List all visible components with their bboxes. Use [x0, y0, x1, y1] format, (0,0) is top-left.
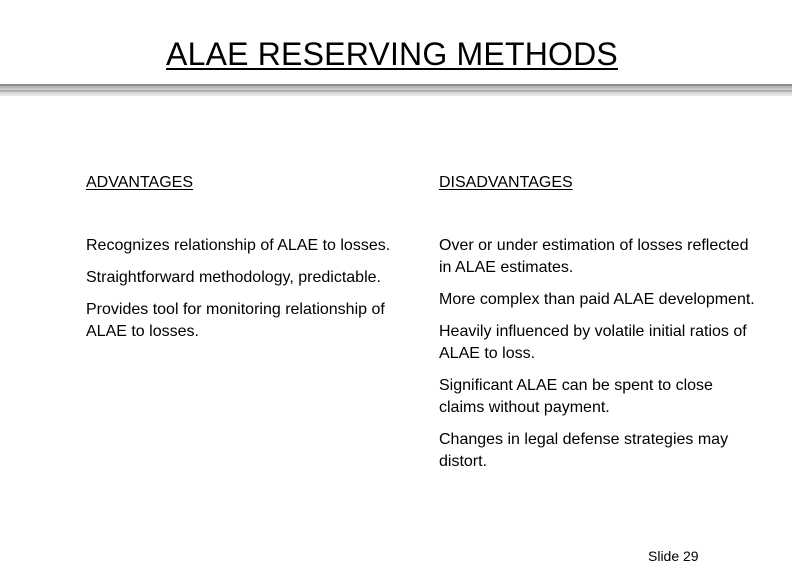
disadvantages-column	[439, 172, 759, 483]
disadvantage-item: More complex than paid ALAE development.	[439, 291, 755, 308]
disadvantage-item: Heavily influenced by volatile initial ratios of ALAE to loss.	[439, 323, 747, 362]
disadvantage-item: Changes in legal defense strategies may distort.	[439, 431, 729, 470]
advantages-column	[86, 172, 406, 353]
disadvantage-item: Over or under estimation of losses reflected in ALAE estimates.	[439, 237, 749, 276]
advantage-item: Straightforward methodology, predictable.	[86, 269, 381, 286]
advantage-item: Recognizes relationship of ALAE to losses.	[86, 237, 391, 254]
title-divider	[0, 84, 792, 98]
disadvantage-item: Significant ALAE can be spent to close claims without payment.	[439, 377, 713, 416]
disadvantages-heading: DISADVANTAGES	[439, 174, 573, 191]
slide-number: Slide 29	[648, 548, 699, 564]
advantages-heading: ADVANTAGES	[86, 174, 193, 191]
slide-title: ALAE RESERVING METHODS	[166, 36, 618, 72]
advantage-item: Provides tool for monitoring relationship of ALAE to losses.	[86, 301, 385, 340]
